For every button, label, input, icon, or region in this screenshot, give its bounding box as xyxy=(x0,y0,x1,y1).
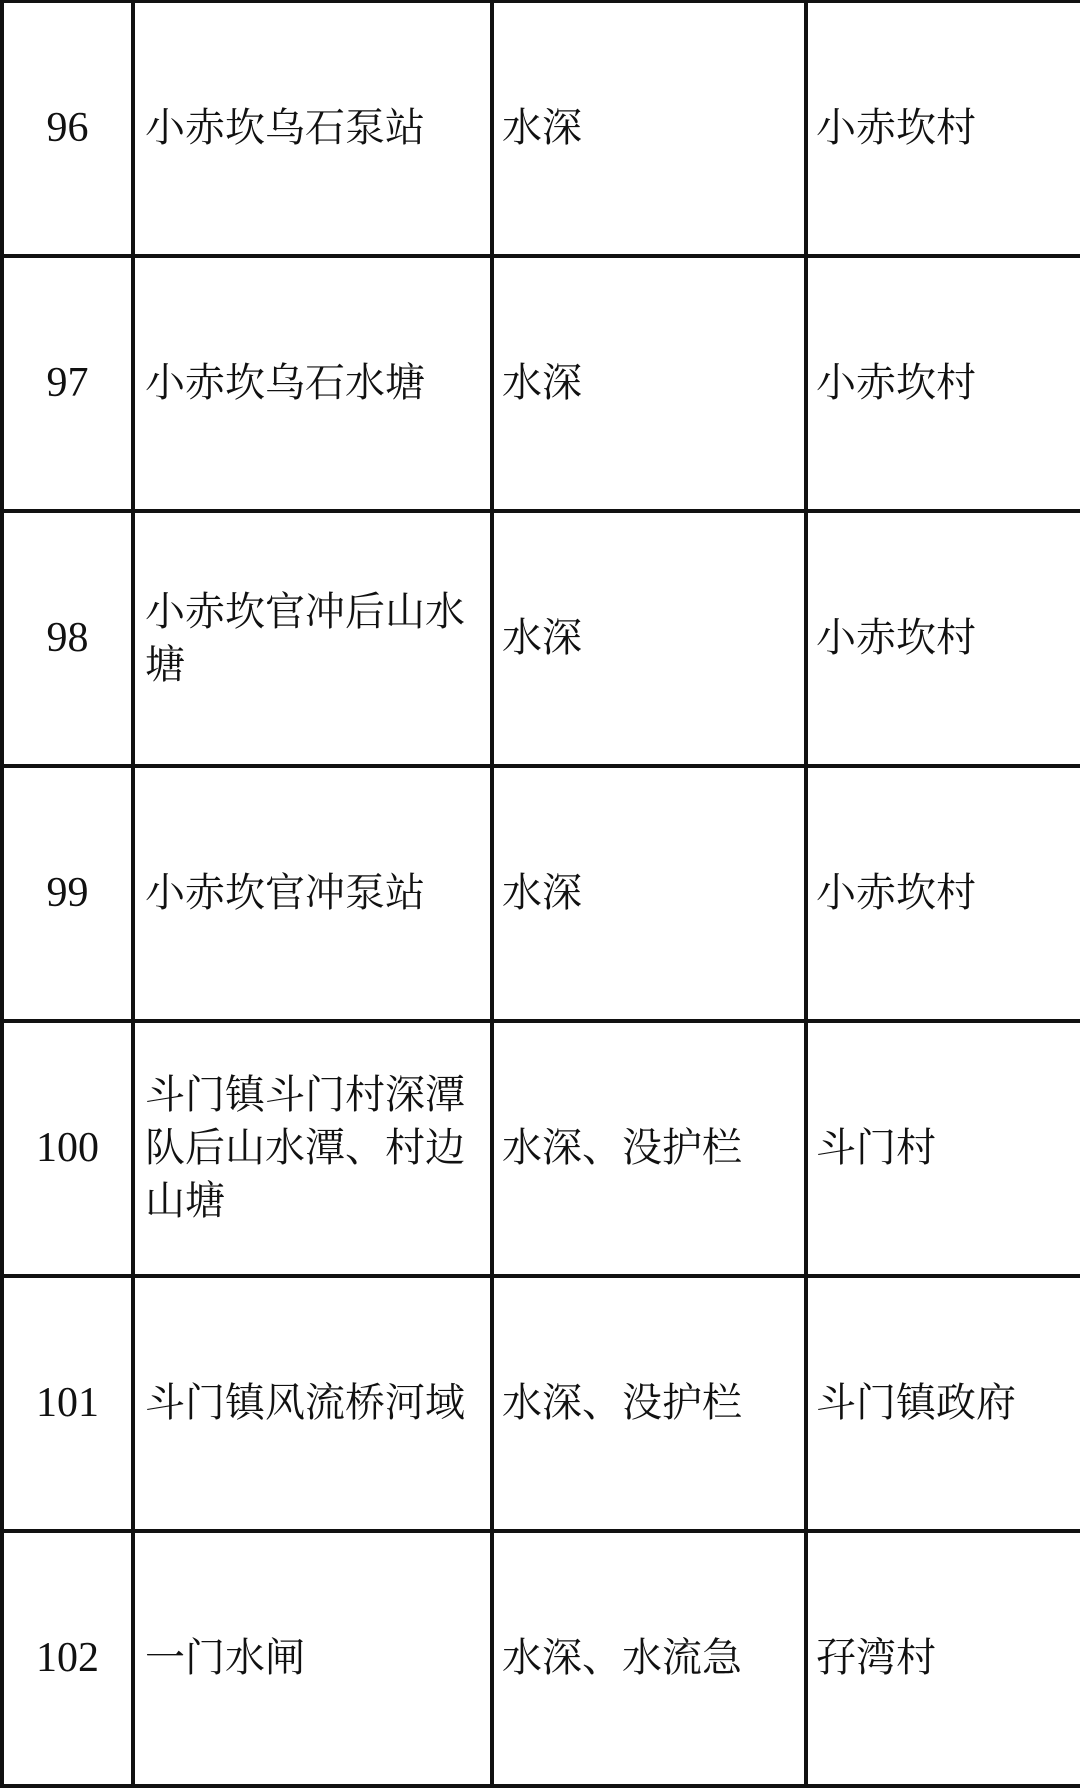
location-name: 小赤坎乌石水塘 xyxy=(133,256,492,511)
responsible-unit: 小赤坎村 xyxy=(806,256,1080,511)
row-number: 98 xyxy=(2,511,133,766)
risk-type: 水深、水流急 xyxy=(492,1531,806,1786)
location-name: 小赤坎官冲后山水塘 xyxy=(133,511,492,766)
responsible-unit: 小赤坎村 xyxy=(806,766,1080,1021)
location-name: 一门水闸 xyxy=(133,1531,492,1786)
table-row xyxy=(2,256,1080,511)
location-name: 斗门镇斗门村深潭队后山水潭、村边山塘 xyxy=(133,1021,492,1276)
row-number: 99 xyxy=(2,766,133,1021)
location-name: 小赤坎官冲泵站 xyxy=(133,766,492,1021)
table-row xyxy=(2,1531,1080,1786)
responsible-unit: 小赤坎村 xyxy=(806,511,1080,766)
risk-type: 水深、没护栏 xyxy=(492,1021,806,1276)
responsible-unit: 孖湾村 xyxy=(806,1531,1080,1786)
table-row xyxy=(2,1021,1080,1276)
row-number: 96 xyxy=(2,2,133,257)
row-number: 102 xyxy=(2,1531,133,1786)
row-number: 97 xyxy=(2,256,133,511)
risk-type: 水深 xyxy=(492,511,806,766)
responsible-unit: 小赤坎村 xyxy=(806,2,1080,257)
location-name: 斗门镇风流桥河域 xyxy=(133,1276,492,1531)
table-row xyxy=(2,1276,1080,1531)
responsible-unit: 斗门镇政府 xyxy=(806,1276,1080,1531)
risk-type: 水深 xyxy=(492,256,806,511)
table-row xyxy=(2,511,1080,766)
location-name: 小赤坎乌石泵站 xyxy=(133,2,492,257)
table-row xyxy=(2,766,1080,1021)
risk-type: 水深 xyxy=(492,2,806,257)
row-number: 101 xyxy=(2,1276,133,1531)
risk-type: 水深、没护栏 xyxy=(492,1276,806,1531)
table-row xyxy=(2,2,1080,257)
row-number: 100 xyxy=(2,1021,133,1276)
responsible-unit: 斗门村 xyxy=(806,1021,1080,1276)
risk-type: 水深 xyxy=(492,766,806,1021)
